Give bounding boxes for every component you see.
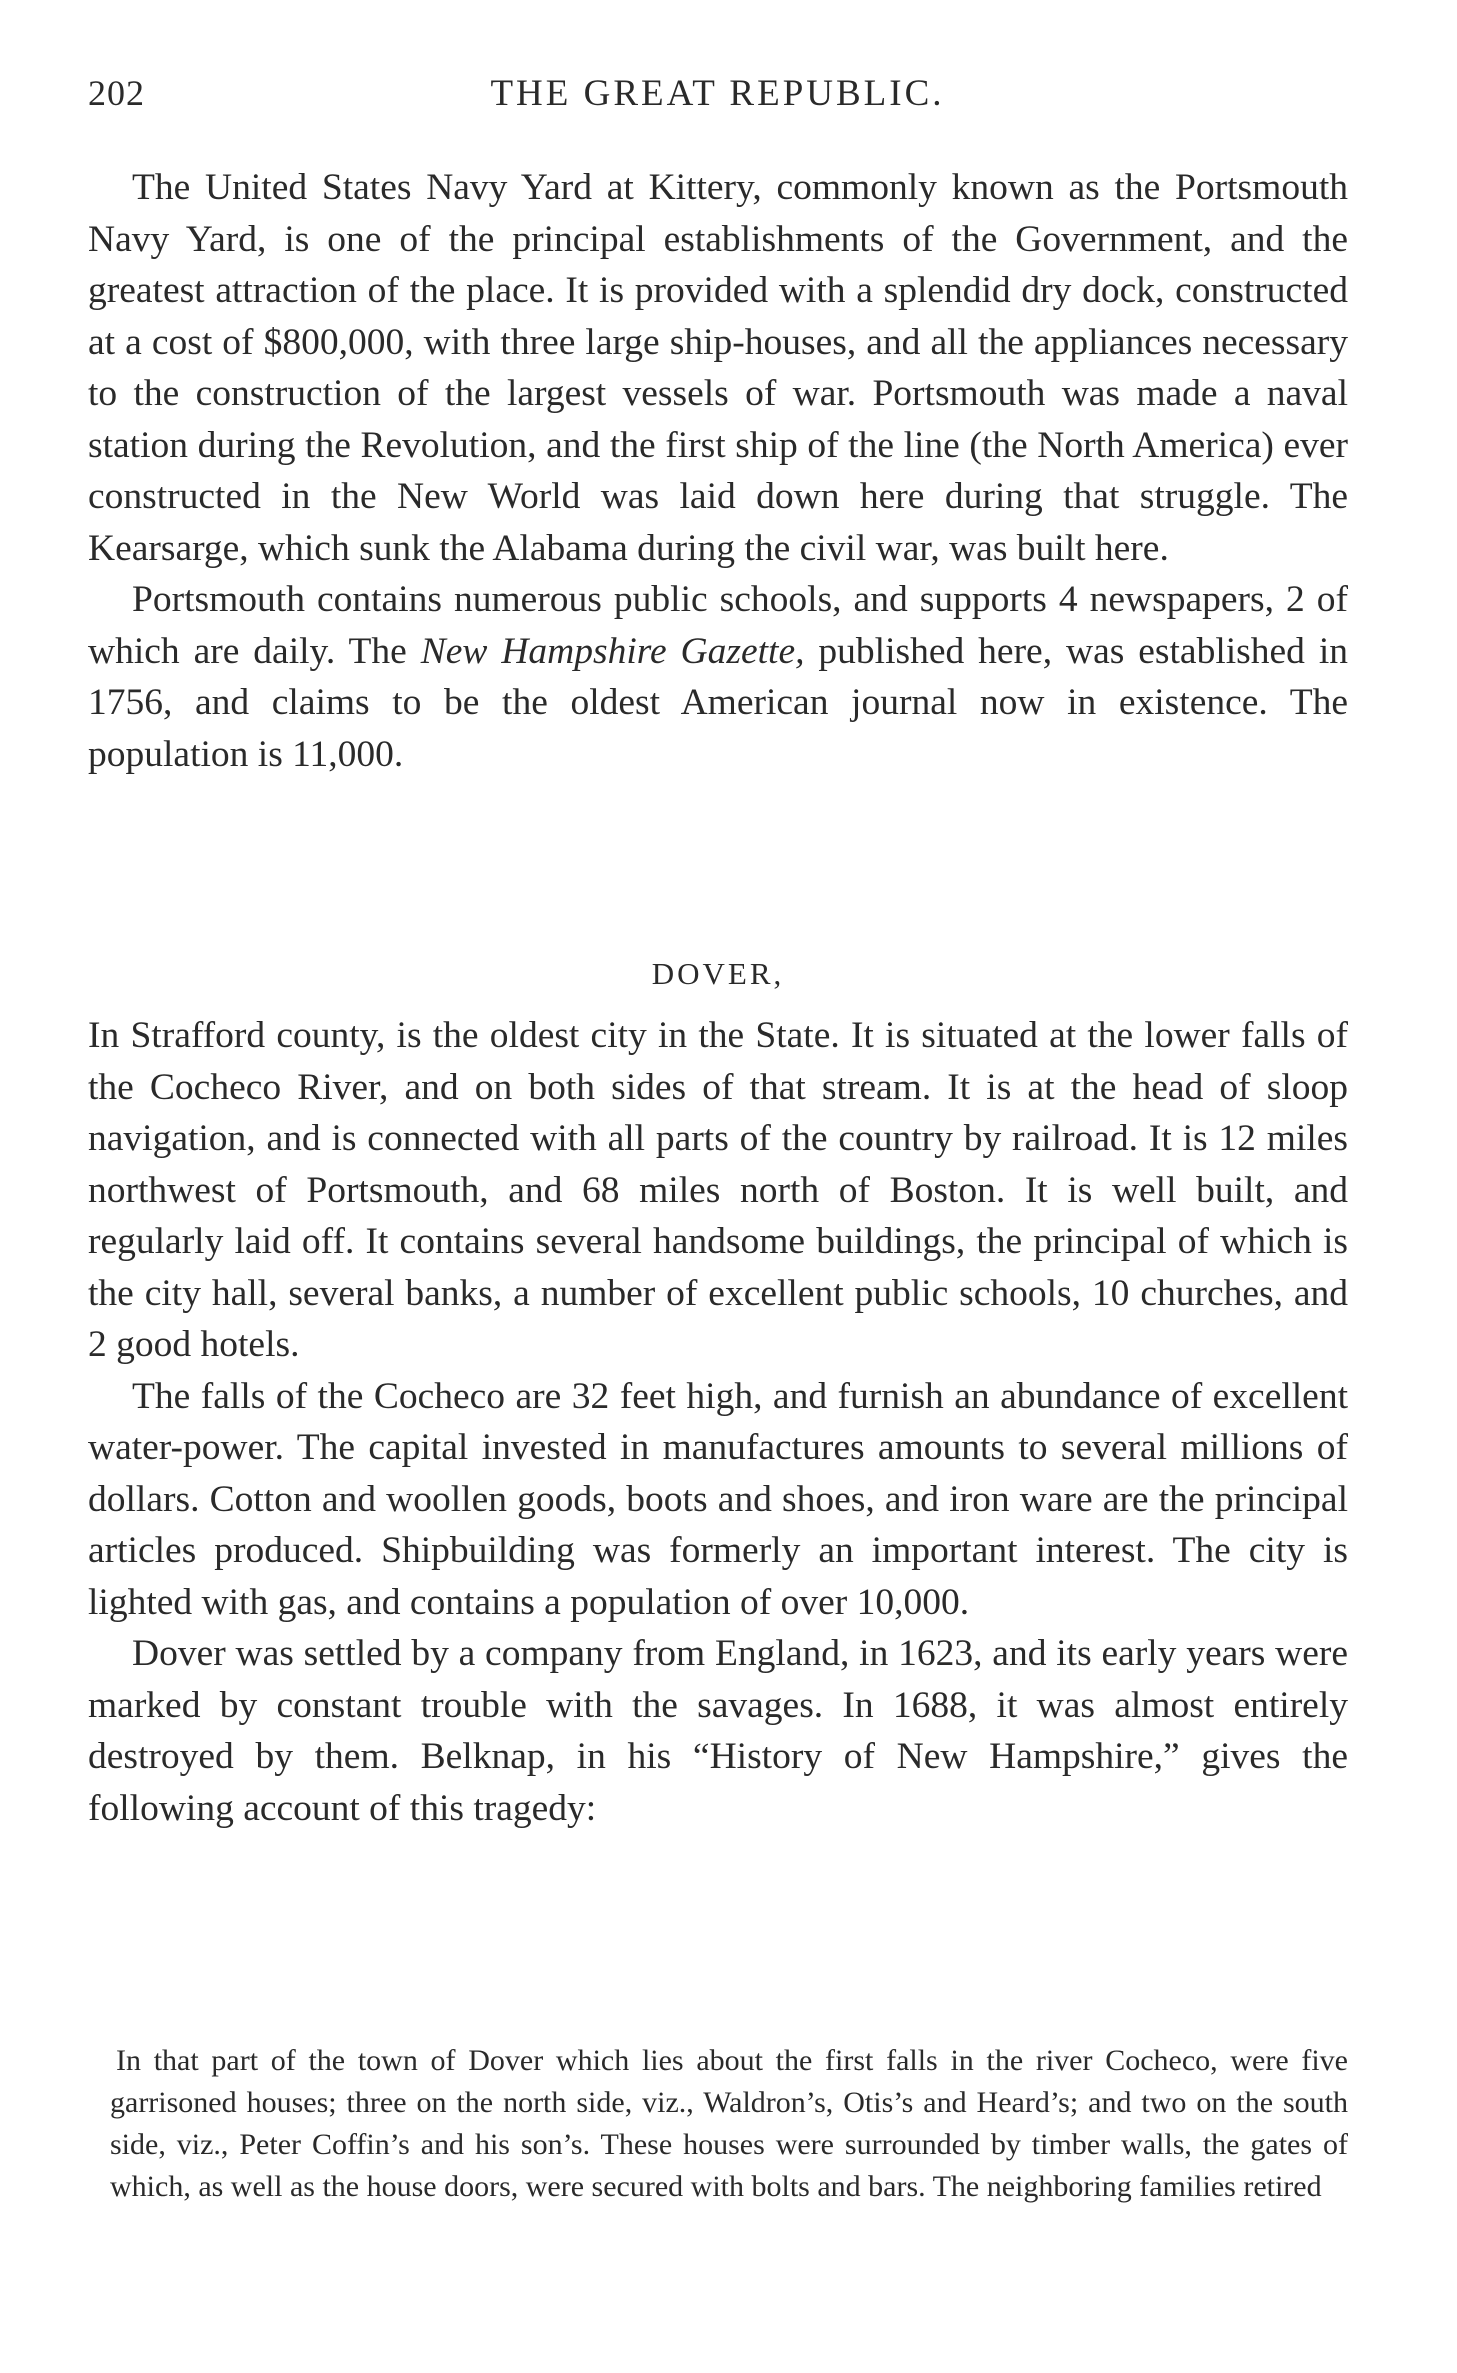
paragraph-newspapers-text-1: Portsmouth contains numerous public schools, and supports 4 newspapers, 2 of which are daily. The (88, 579, 1348, 672)
paragraph-newspapers-text-2: published here, was established in 1756, and claims to be the oldest American journal now in existence. The population is 11,000. (88, 630, 1348, 775)
section-heading-dover: DOVER, (651, 956, 785, 991)
paragraph-settlement: Dover was settled by a company from England, in 1623, and its early years were marked by constant trouble with the savages. In 1688, it was almost entirely destroyed by them. Belknap, in his “History of New Hampshire,” gives the following account of this tragedy: (88, 1633, 1348, 1829)
page-number: 202 (88, 73, 145, 113)
paragraph-dover-intro: In Strafford county, is the oldest city in the State. It is situated at the lower falls of the Cocheco River, and on both sides of that stream. It is at the head of sloop navigation, and is connected with all parts of the country by railroad. It is 12 miles northwest of Portsmouth, and 68 miles north of Boston. It is well built, and regularly laid off. It contains several handsome buildings, the principal of which is the city hall, several banks, a number of excellent public schools, 10 churches, and 2 good hotels. (88, 1015, 1348, 1365)
page-header (88, 72, 1347, 122)
newspaper-title: New Hampshire Gazette, (420, 630, 805, 672)
dover-section (88, 1010, 1348, 1834)
portsmouth-section (88, 162, 1348, 780)
paragraph-falls: The falls of the Cocheco are 32 feet high, and furnish an abundance of excellent water-power. The capital invested in manufactures amounts to several millions of dollars. Cotton and woollen goods, boots and shoes, and iron ware are the principal articles produced. Shipbuilding was formerly an important interest. The city is lighted with gas, and contains a population of over 10,000. (88, 1375, 1348, 1623)
paragraph-newspapers (88, 574, 1348, 780)
block-quote: In that part of the town of Dover which lies about the first falls in the river Cocheco, were five garrisoned houses; three on the north side, viz., Waldron’s, Otis’s and Heard’s; and two on the south side, viz., Peter Coffin’s and his son’s. These houses were surrounded by timber walls, the gates of which, as well as the house doors, were secured with bolts and bars. The neighboring families retired (110, 2044, 1348, 2203)
paragraph-navy-yard: The United States Navy Yard at Kittery, commonly known as the Portsmouth Navy Yard, is one of the principal establishments of the Government, and the greatest attraction of the place. It is provided with a splendid dry dock, constructed at a cost of $800,000, with three large ship-houses, and all the appliances necessary to the construction of the largest vessels of war. Portsmouth was made a naval station during the Revolution, and the first ship of the line (the North America) ever constructed in the New World was laid down here during that struggle. The Kearsarge, which sunk the Alabama during the civil war, was built here. (88, 167, 1348, 569)
running-title: THE GREAT REPUBLIC. (490, 73, 945, 114)
